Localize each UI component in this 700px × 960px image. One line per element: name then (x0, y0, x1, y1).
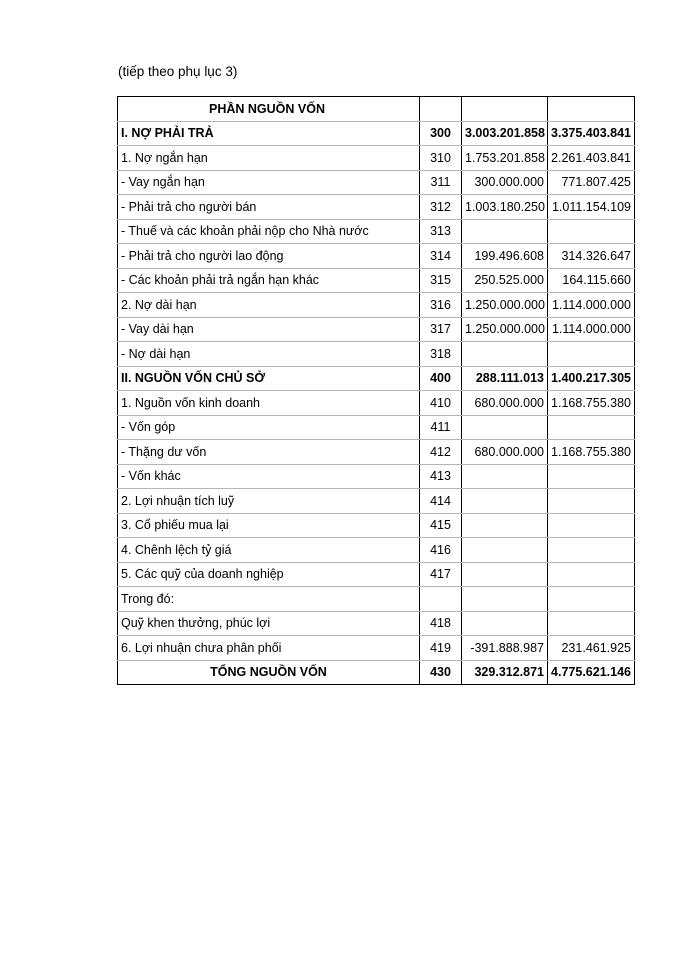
total-value-col1: 329.312.871 (462, 660, 548, 685)
row-value-col1 (462, 342, 548, 367)
row-value-col1: 300.000.000 (462, 170, 548, 195)
total-code: 430 (420, 660, 462, 685)
table-row (118, 366, 635, 391)
row-label: 5. Các quỹ của doanh nghiệp (118, 562, 420, 587)
row-value-col2: 1.400.217.305 (548, 366, 635, 391)
table-row (118, 562, 635, 587)
row-label: 2. Lợi nhuận tích luỹ (118, 489, 420, 514)
row-code: 411 (420, 415, 462, 440)
row-value-col1: 1.250.000.000 (462, 317, 548, 342)
row-value-col2: 2.261.403.841 (548, 146, 635, 171)
row-label: - Thặng dư vốn (118, 440, 420, 465)
table-row (118, 440, 635, 465)
row-label: 6. Lợi nhuận chưa phân phối (118, 636, 420, 661)
row-value-col1: -391.888.987 (462, 636, 548, 661)
row-code: 415 (420, 513, 462, 538)
table-row (118, 268, 635, 293)
row-code: 419 (420, 636, 462, 661)
row-value-col2: 1.114.000.000 (548, 317, 635, 342)
row-value-col2: 3.375.403.841 (548, 121, 635, 146)
table-row (118, 415, 635, 440)
row-code: 310 (420, 146, 462, 171)
row-code: 311 (420, 170, 462, 195)
row-code: 314 (420, 244, 462, 269)
table-row (118, 121, 635, 146)
row-label: - Các khoản phải trả ngắn hạn khác (118, 268, 420, 293)
row-label: - Vay dài hạn (118, 317, 420, 342)
row-value-col2: 314.326.647 (548, 244, 635, 269)
row-label: Trong đó: (118, 587, 420, 612)
header-col2-cell (548, 97, 635, 122)
table-row (118, 293, 635, 318)
row-value-col2: 1.011.154.109 (548, 195, 635, 220)
row-code: 400 (420, 366, 462, 391)
total-value-col2: 4.775.621.146 (548, 660, 635, 685)
balance-sheet-table (117, 96, 635, 685)
row-value-col2: 771.807.425 (548, 170, 635, 195)
row-code: 410 (420, 391, 462, 416)
row-value-col2 (548, 513, 635, 538)
row-code: 412 (420, 440, 462, 465)
row-code: 318 (420, 342, 462, 367)
row-value-col2: 1.168.755.380 (548, 440, 635, 465)
table-row (118, 317, 635, 342)
row-label: - Vốn khác (118, 464, 420, 489)
row-label: - Vốn góp (118, 415, 420, 440)
table-row (118, 170, 635, 195)
total-label: TỔNG NGUỒN VỐN (118, 660, 420, 685)
row-value-col2 (548, 219, 635, 244)
row-label: 2. Nợ dài hạn (118, 293, 420, 318)
row-label: I. NỢ PHẢI TRẢ (118, 121, 420, 146)
row-code: 414 (420, 489, 462, 514)
row-code (420, 587, 462, 612)
table-row (118, 538, 635, 563)
row-value-col1 (462, 538, 548, 563)
row-code: 300 (420, 121, 462, 146)
row-value-col1 (462, 415, 548, 440)
row-value-col1 (462, 219, 548, 244)
row-value-col2 (548, 415, 635, 440)
row-code: 417 (420, 562, 462, 587)
row-value-col1: 1.753.201.858 (462, 146, 548, 171)
row-code: 316 (420, 293, 462, 318)
row-value-col1 (462, 464, 548, 489)
row-value-col2: 1.114.000.000 (548, 293, 635, 318)
table-row (118, 219, 635, 244)
row-code: 317 (420, 317, 462, 342)
row-code: 312 (420, 195, 462, 220)
row-value-col1 (462, 611, 548, 636)
row-value-col1: 250.525.000 (462, 268, 548, 293)
table-row (118, 342, 635, 367)
row-code: 418 (420, 611, 462, 636)
row-label: - Phải trả cho người lao động (118, 244, 420, 269)
row-code: 413 (420, 464, 462, 489)
table-header-row (118, 97, 635, 122)
row-code: 416 (420, 538, 462, 563)
row-label: - Vay ngắn hạn (118, 170, 420, 195)
row-value-col1: 1.003.180.250 (462, 195, 548, 220)
row-value-col2 (548, 489, 635, 514)
row-value-col1 (462, 562, 548, 587)
row-value-col2 (548, 562, 635, 587)
row-value-col2 (548, 464, 635, 489)
table-row (118, 464, 635, 489)
row-value-col2: 164.115.660 (548, 268, 635, 293)
row-label: - Thuế và các khoản phải nộp cho Nhà nước (118, 219, 420, 244)
row-value-col1: 680.000.000 (462, 440, 548, 465)
row-code: 313 (420, 219, 462, 244)
row-label: 3. Cổ phiếu mua lại (118, 513, 420, 538)
table-row (118, 489, 635, 514)
row-label: - Phải trả cho người bán (118, 195, 420, 220)
row-label: 1. Nguồn vốn kinh doanh (118, 391, 420, 416)
row-value-col1 (462, 587, 548, 612)
table-row (118, 513, 635, 538)
page-caption: (tiếp theo phụ lục 3) (118, 64, 238, 79)
table-row (118, 611, 635, 636)
row-label: 4. Chênh lệch tỷ giá (118, 538, 420, 563)
total-row (118, 660, 635, 685)
table-row (118, 636, 635, 661)
row-value-col1: 288.111.013 (462, 366, 548, 391)
row-value-col2 (548, 611, 635, 636)
row-value-col2 (548, 538, 635, 563)
section-title: PHẦN NGUỒN VỐN (118, 97, 420, 122)
row-value-col2 (548, 342, 635, 367)
row-label: II. NGUỒN VỐN CHỦ SỞ (118, 366, 420, 391)
row-code: 315 (420, 268, 462, 293)
row-label: - Nợ dài hạn (118, 342, 420, 367)
row-value-col1 (462, 513, 548, 538)
row-label: 1. Nợ ngắn hạn (118, 146, 420, 171)
table-row (118, 195, 635, 220)
row-value-col1: 1.250.000.000 (462, 293, 548, 318)
row-value-col1: 3.003.201.858 (462, 121, 548, 146)
row-value-col1: 199.496.608 (462, 244, 548, 269)
table-row (118, 146, 635, 171)
row-value-col2: 1.168.755.380 (548, 391, 635, 416)
header-code-cell (420, 97, 462, 122)
row-value-col1 (462, 489, 548, 514)
row-value-col1: 680.000.000 (462, 391, 548, 416)
table-row (118, 244, 635, 269)
table-row (118, 391, 635, 416)
header-col1-cell (462, 97, 548, 122)
row-value-col2: 231.461.925 (548, 636, 635, 661)
table-row (118, 587, 635, 612)
row-label: Quỹ khen thưởng, phúc lợi (118, 611, 420, 636)
row-value-col2 (548, 587, 635, 612)
